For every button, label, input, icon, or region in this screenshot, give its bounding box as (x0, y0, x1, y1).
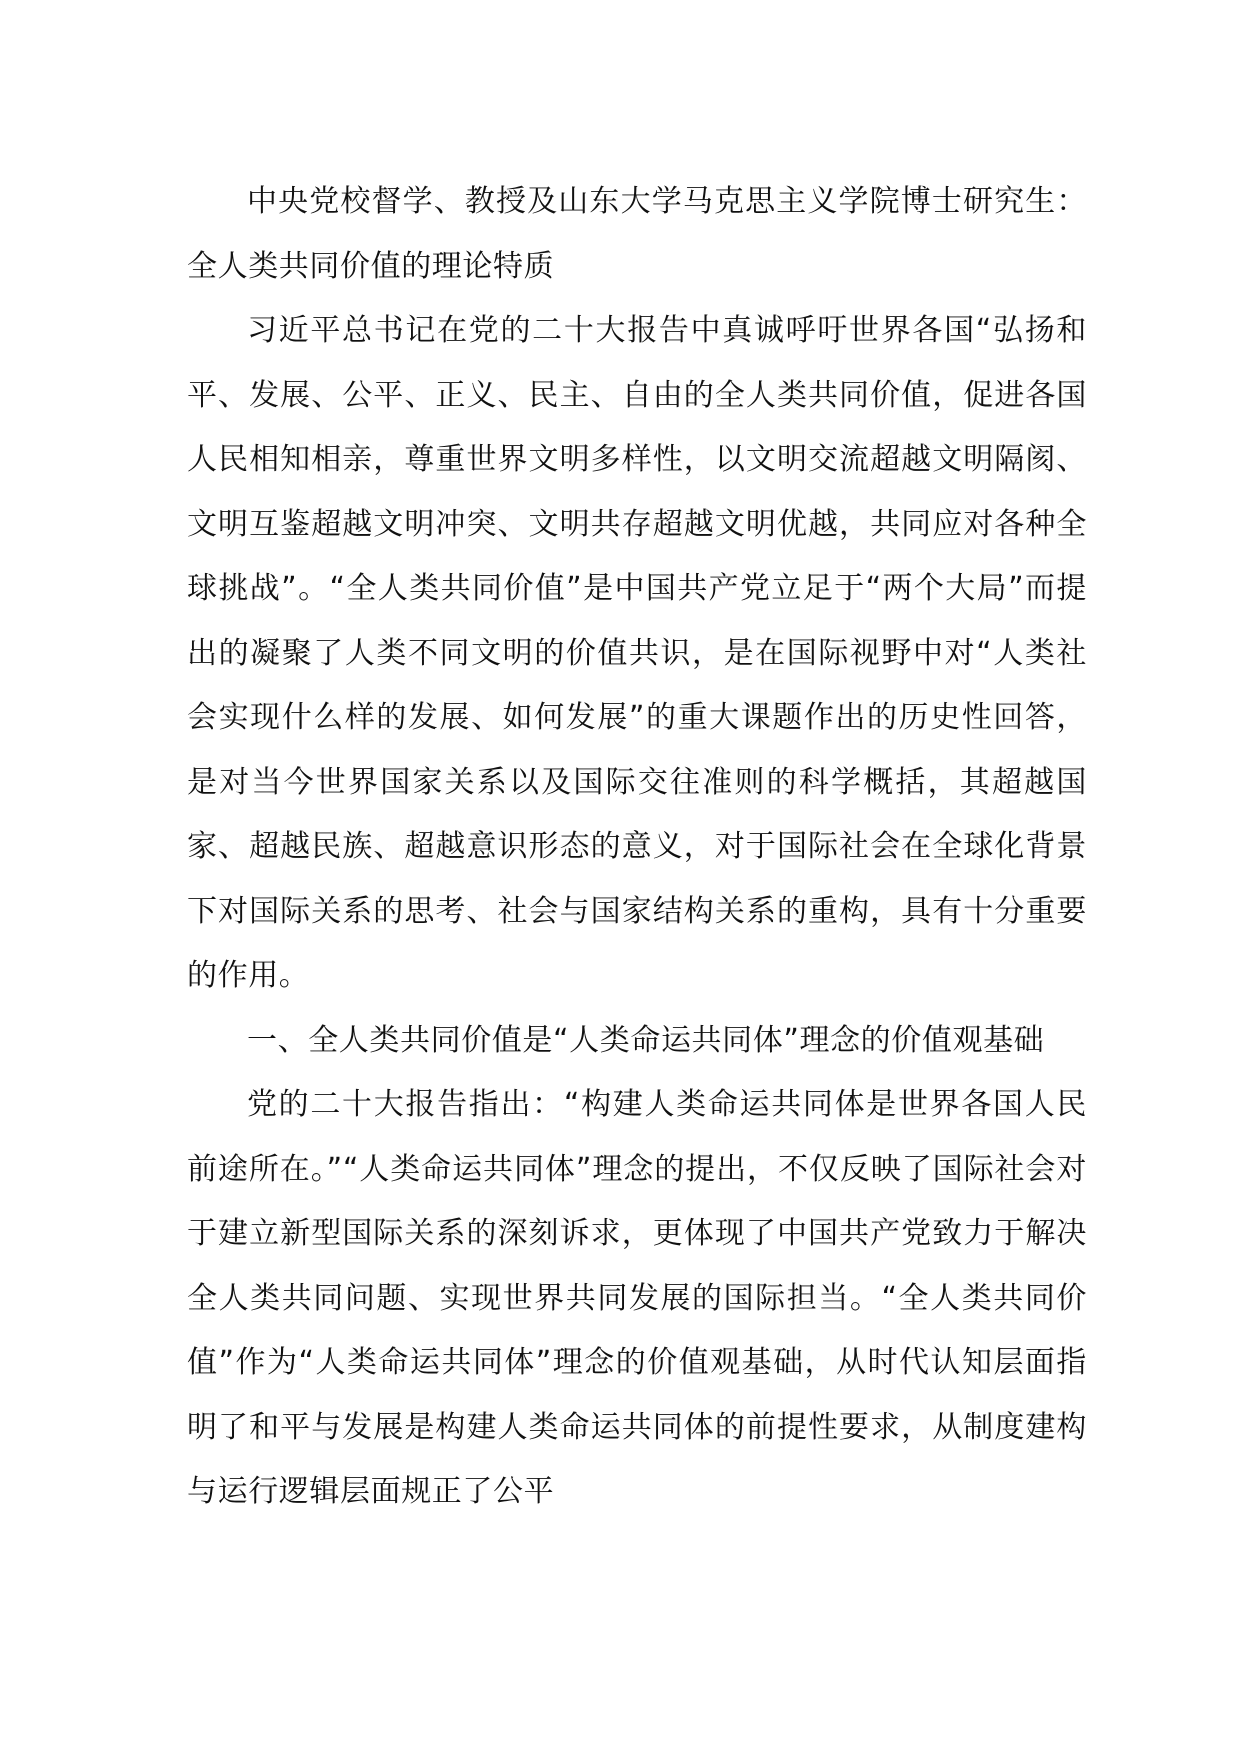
section-heading-1: 一、全人类共同价值是“人类命运共同体”理念的价值观基础 (247, 1022, 1045, 1058)
document-title: 中央党校督学、教授及山东大学马克思主义学院博士研究生：全人类共同价值的理论特质 (187, 184, 1087, 284)
document-body (187, 170, 1087, 1525)
paragraph-intro: 习近平总书记在党的二十大报告中真诚呼吁世界各国“弘扬和平、发展、公平、正义、民主、自由的全人类共同价值，促进各国人民相知相亲，尊重世界文明多样性，以文明交流超越文明隔阂、文明互鉴超越文明冲突、文明共存超越文明优越，共同应对各种全球挑战”。“全人类共同价值”是中国共产党立足于“两个大局”而提出的凝聚了人类不同文明的价值共识，是在国际视野中对“人类社会实现什么样的发展、如何发展”的重大课题作出的历史性回答，是对当今世界国家关系以及国际交往准则的科学概括，其超越国家、超越民族、超越意识形态的意义，对于国际社会在全球化背景下对国际关系的思考、社会与国家结构关系的重构，具有十分重要的作用。 (187, 313, 1087, 993)
paragraph-section-1: 党的二十大报告指出：“构建人类命运共同体是世界各国人民前途所在。”“人类命运共同体”理念的提出，不仅反映了国际社会对于建立新型国际关系的深刻诉求，更体现了中国共产党致力于解决全人类共同问题、实现世界共同发展的国际担当。“全人类共同价值”作为“人类命运共同体”理念的价值观基础，从时代认知层面指明了和平与发展是构建人类命运共同体的前提性要求，从制度建构与运行逻辑层面规正了公平 (187, 1087, 1087, 1509)
